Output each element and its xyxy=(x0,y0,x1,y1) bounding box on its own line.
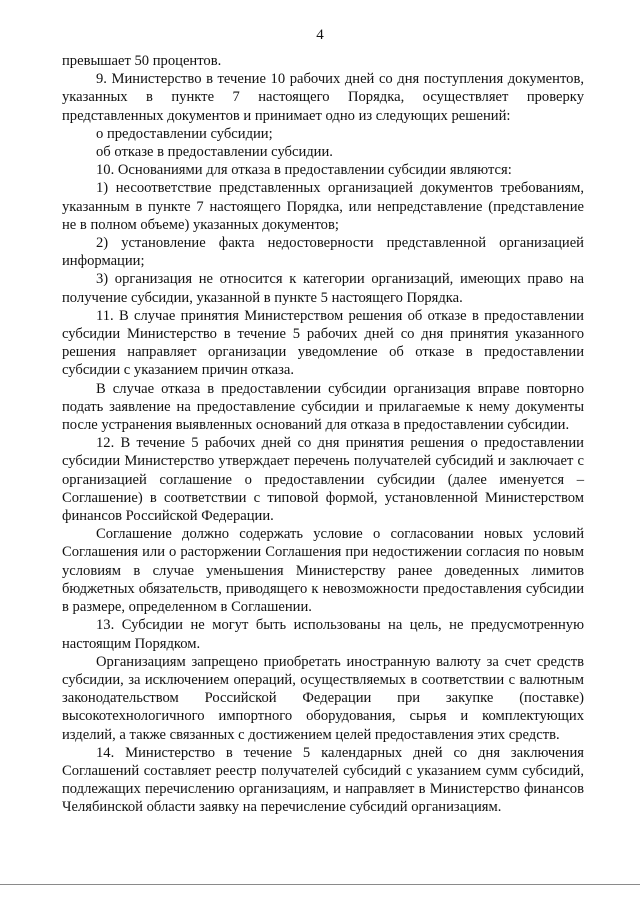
paragraph-decision-refusal: об отказе в предоставлении субсидии. xyxy=(96,144,333,161)
paragraph-item-11: 11. В случае принятия Министерством решения об отказе в предоставлении субсидии Министерство в течение 5 рабочих дней со дня принятия указанного решения направляет организации уведомление об отказе в предоставлении субсидии с указанием причин отказа. xyxy=(62,307,584,379)
paragraph-continuation: превышает 50 процентов. xyxy=(62,53,222,69)
paragraph-item-14: 14. Министерство в течение 5 календарных дней со дня заключения Соглашений составляет реестр получателей субсидий с указанием сумм субсидий, подлежащих перечислению организациям, и направляет в Министерство финансов Челябинской области заявку на перечисление субсидий организациям. xyxy=(62,744,584,816)
paragraph-ground-3: 3) организация не относится к категории организаций, имеющих право на получение субсидии, указанной в пункте 5 настоящего Порядка. xyxy=(62,271,584,306)
paragraph-item-9: 9. Министерство в течение 10 рабочих дней со дня поступления документов, указанных в пункте 7 настоящего Порядка, осуществляет проверку представленных документов и принимает одно из следующих решений: xyxy=(62,71,584,124)
paragraph-item-12: 12. В течение 5 рабочих дней со дня принятия решения о предоставлении субсидии Министерство утверждает перечень получателей субсидий и заключает с организацией соглашение о предоставлении субсидии (далее именуется – Соглашение) в соответствии с типовой формой, установленной Министерством финансов Российской Федерации. xyxy=(62,435,584,525)
paragraph-item-10: 10. Основаниями для отказа в предоставлении субсидии являются: xyxy=(96,162,512,179)
paragraph-decision-grant: о предоставлении субсидии; xyxy=(96,125,273,142)
document-body xyxy=(62,52,584,817)
page-number: 4 xyxy=(316,27,324,43)
paragraph-ground-1: 1) несоответствие представленных организацией документов требованиям, указанным в пункте 7 настоящего Порядка, или непредставление (представление не в полном объеме) указанных документов; xyxy=(62,180,584,233)
paragraph-currency-restriction: Организациям запрещено приобретать иностранную валюту за счет средств субсидии, за исключением операций, осуществляемых в соответствии с валютным законодательством Российской Федерации при закупке (поставке) высокотехнологичного импортного оборудования, сырья и комплектующих изделий, а также связанных с достижением целей предоставления этих средств. xyxy=(62,653,584,743)
paragraph-item-13: 13. Субсидии не могут быть использованы на цель, не предусмотренную настоящим Порядком. xyxy=(62,617,584,652)
page-bottom-rule xyxy=(0,884,640,885)
paragraph-agreement-conditions: Соглашение должно содержать условие о согласовании новых условий Соглашения или о расторжении Соглашения при недостижении согласия по новым условиям в случае уменьшения Министерству ранее доведенных лимитов бюджетных обязательств, приводящего к невозможности предоставления субсидии в размере, определенном в Соглашении. xyxy=(62,526,584,616)
paragraph-ground-2: 2) установление факта недостоверности представленной организацией информации; xyxy=(62,235,584,270)
paragraph-repeat-application: В случае отказа в предоставлении субсидии организация вправе повторно подать заявление на предоставление субсидии и прилагаемые к нему документы после устранения выявленных оснований для отказа в предоставлении субсидии. xyxy=(62,380,584,434)
